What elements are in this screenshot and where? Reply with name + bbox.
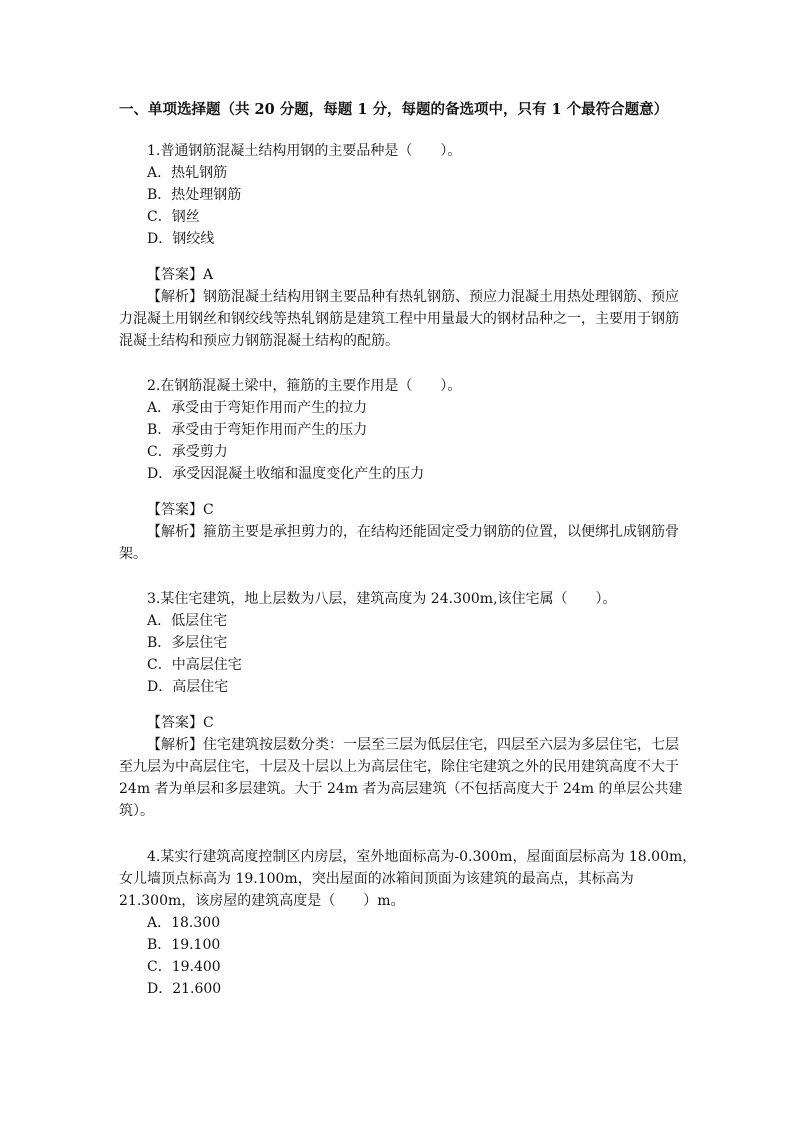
option-a: A．热轧钢筋 xyxy=(147,165,228,181)
explanation-line: 【解析】箍筋主要是承担剪力的，在结构还能固定受力钢筋的位置，以便绑扎成钢筋骨 xyxy=(147,524,679,540)
explanation-line: 筑）。 xyxy=(119,803,154,819)
option-d: D．21.600 xyxy=(147,981,222,997)
option-d: D．承受因混凝土收缩和温度变化产生的压力 xyxy=(147,466,425,482)
question-3 xyxy=(119,588,689,822)
explanation-line: 至九层为中高层住宅，十层及十层以上为高层住宅，除住宅建筑之外的民用建筑高度不大于 xyxy=(119,759,679,775)
option-a: A．低层住宅 xyxy=(147,613,228,629)
option-b: B．多层住宅 xyxy=(147,635,228,651)
option-c: C．钢丝 xyxy=(147,209,200,225)
explanation-line: 【解析】住宅建筑按层数分类：一层至三层为低层住宅，四层至六层为多层住宅，七层 xyxy=(147,737,679,753)
explanation-line: 24m 者为单层和多层建筑。大于 24m 者为高层建筑（不包括高度大于 24m 的单层公共建 xyxy=(119,781,683,797)
question-stem: 3.某住宅建筑，地上层数为八层，建筑高度为 24.300m,该住宅属（ ）。 xyxy=(147,591,617,607)
option-a: A．承受由于弯矩作用而产生的拉力 xyxy=(147,400,368,416)
option-b: B．19.100 xyxy=(147,937,221,953)
question-stem-cont: 21.300m，该房屋的建筑高度是（ ）m。 xyxy=(119,893,405,909)
explanation-line: 架。 xyxy=(119,546,147,562)
option-d: D．钢绞线 xyxy=(147,231,215,247)
option-c: C．19.400 xyxy=(147,959,221,975)
question-1 xyxy=(119,140,689,352)
option-c: C．中高层住宅 xyxy=(147,657,242,673)
explanation-line: 【解析】钢筋混凝土结构用钢主要品种有热轧钢筋、预应力混凝土用热处理钢筋、预应 xyxy=(147,289,679,305)
question-stem-cont: 女儿墙顶点标高为 19.100m，突出屋面的冰箱间顶面为该建筑的最高点，其标高为 xyxy=(119,871,634,887)
section-title: 一、单项选择题（共 20 分题，每题 1 分，每题的备选项中，只有 1 个最符合题意） xyxy=(119,101,669,118)
explanation-line: 混凝土结构和预应力钢筋混凝土结构的配筋。 xyxy=(119,333,399,349)
question-2 xyxy=(119,375,689,565)
question-stem: 2.在钢筋混凝土梁中，箍筋的主要作用是（ ）。 xyxy=(147,378,462,394)
question-stem: 1.普通钢筋混凝土结构用钢的主要品种是（ ）。 xyxy=(147,143,462,159)
option-c: C．承受剪力 xyxy=(147,444,228,460)
option-b: B．承受由于弯矩作用而产生的压力 xyxy=(147,422,368,438)
option-b: B．热处理钢筋 xyxy=(147,187,242,203)
option-d: D．高层住宅 xyxy=(147,679,229,695)
answer: 【答案】A xyxy=(147,267,214,283)
answer: 【答案】C xyxy=(147,502,214,518)
option-a: A．18.300 xyxy=(147,915,221,931)
answer: 【答案】C xyxy=(147,715,214,731)
explanation-line: 力混凝土用钢丝和钢绞线等热轧钢筋是建筑工程中用量最大的钢材品种之一，主要用于钢筋 xyxy=(119,311,679,327)
question-4 xyxy=(119,846,697,1000)
question-stem: 4.某实行建筑高度控制区内房层，室外地面标高为-0.300m，屋面面层标高为 18.00m， xyxy=(147,849,697,865)
